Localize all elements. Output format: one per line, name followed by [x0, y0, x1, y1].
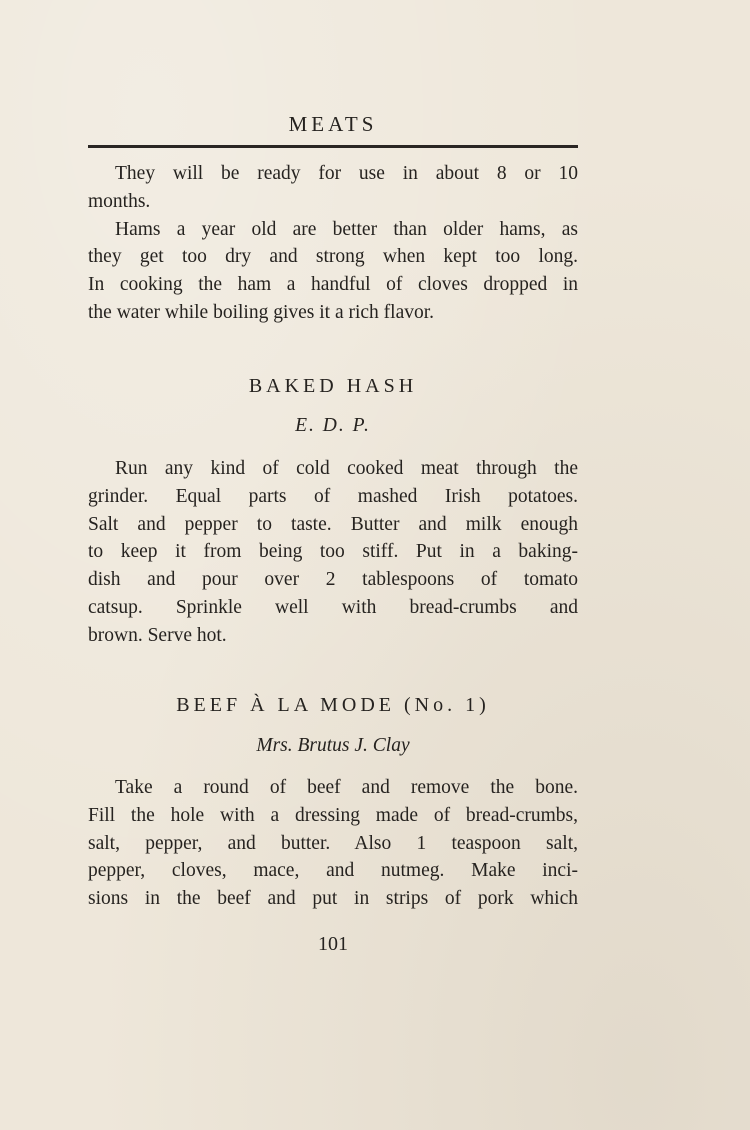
text-line: sions in the beef and put in strips of pork which	[88, 888, 578, 910]
recipe-author: E. D. P.	[295, 415, 371, 436]
text-line: dish and pour over 2 tablespoons of tomato	[88, 569, 578, 591]
text-line: months.	[88, 190, 151, 212]
page-number: 101	[318, 933, 348, 955]
text-line: Salt and pepper to taste. Butter and milk enough	[88, 513, 578, 535]
text-line: the water while boiling gives it a rich flavor.	[88, 301, 435, 323]
continuation-text	[88, 160, 578, 327]
recipe-body	[88, 455, 578, 650]
recipe-title: BEEF À LA MODE (No. 1)	[176, 694, 490, 716]
text-line: pepper, cloves, mace, and nutmeg. Make inci-	[88, 860, 578, 882]
running-head: MEATS	[288, 112, 378, 136]
text-line: In cooking the ham a handful of cloves dropped in	[88, 274, 578, 296]
recipe-body	[88, 774, 578, 913]
text-line: catsup. Sprinkle well with bread-crumbs and	[88, 596, 578, 618]
text-line: Hams a year old are better than older hams, as	[115, 218, 578, 240]
text-line: to keep it from being too stiff. Put in a baking-	[88, 541, 578, 563]
recipe-author: Mrs. Brutus J. Clay	[256, 735, 410, 756]
text-line: Take a round of beef and remove the bone.	[115, 777, 578, 798]
header-rule	[88, 145, 578, 148]
text-line: Run any kind of cold cooked meat through the	[115, 458, 578, 479]
text-line: grinder. Equal parts of mashed Irish potatoes.	[88, 485, 578, 507]
recipe-title: BAKED HASH	[248, 375, 418, 397]
text-line: Fill the hole with a dressing made of bread-crumbs,	[88, 804, 578, 826]
text-line: brown. Serve hot.	[88, 624, 227, 646]
text-line: They will be ready for use in about 8 or 10	[115, 163, 578, 184]
text-line: they get too dry and strong when kept too long.	[88, 246, 578, 268]
text-line: salt, pepper, and butter. Also 1 teaspoon salt,	[88, 832, 578, 854]
